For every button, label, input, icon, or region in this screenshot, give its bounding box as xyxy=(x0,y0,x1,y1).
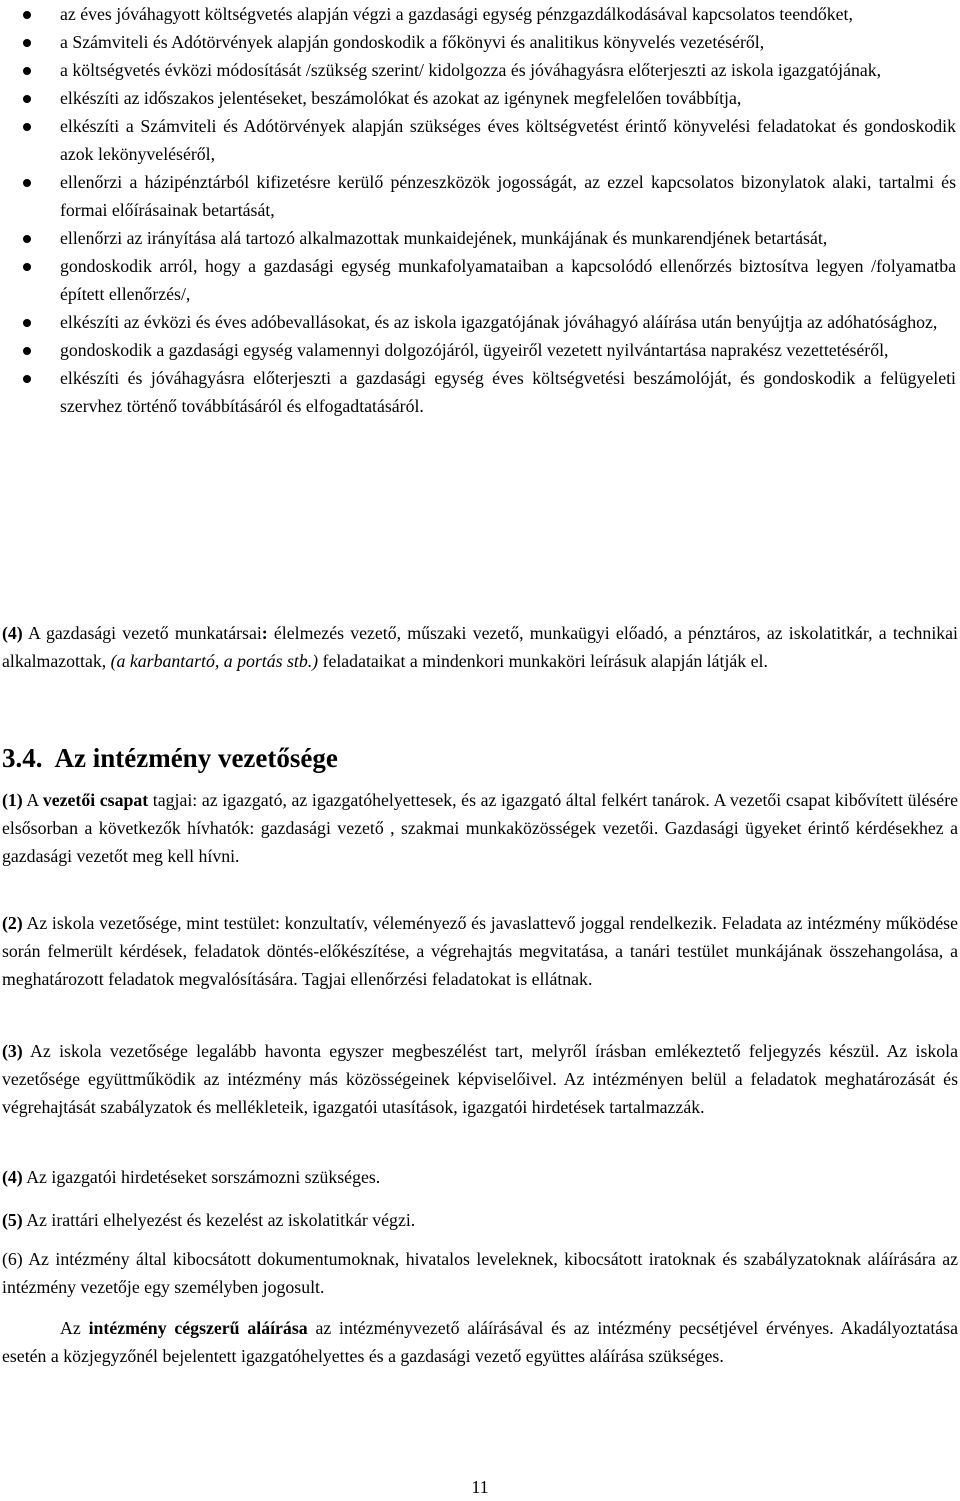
duties-list xyxy=(0,0,960,420)
list-item: elkészíti és jóváhagyásra előterjeszti a gazdasági egység éves költségvetési beszámolóját, és gondoskodik a felügyeleti szervhez történő továbbításáról és elfogadtatásáról. xyxy=(0,364,956,420)
list-item: az éves jóváhagyott költségvetés alapján végzi a gazdasági egység pénzgazdálkodásával kapcsolatos teendőket, xyxy=(0,0,956,28)
bullet-icon xyxy=(23,11,31,19)
bullet-icon xyxy=(23,375,31,383)
bullet-icon xyxy=(23,263,31,271)
list-item: elkészíti a Számviteli és Adótörvények alapján szükséges éves költségvetést érintő könyvelési feladatokat és gondoskodik azok lekönyveléséről, xyxy=(0,112,956,168)
bullet-icon xyxy=(23,123,31,131)
list-item: elkészíti az időszakos jelentéseket, beszámolókat és azokat az igénynek megfelelően továbbítja, xyxy=(0,84,956,112)
list-item: a költségvetés évközi módosítását /szükség szerint/ kidolgozza és jóváhagyásra előterjeszti az iskola igazgatójának, xyxy=(0,56,956,84)
list-item: ellenőrzi az irányítása alá tartozó alkalmazottak munkaidejének, munkájának és munkarendjének betartását, xyxy=(0,224,956,252)
paragraph-4: (4) A gazdasági vezető munkatársai: élelmezés vezető, műszaki vezető, munkaügyi előadó, a pénztáros, az iskolatitkár, a technikai alkalmazottak, (a karbantartó, a portás stb.) feladataikat a mindenkori munkaköri leírásuk alapján látják el. xyxy=(2,623,958,671)
list-item: gondoskodik arról, hogy a gazdasági egység munkafolyamataiban a kapcsolódó ellenőrzés biztosítva legyen /folyamatba épített ellenőrzés/, xyxy=(0,252,956,308)
bullet-icon xyxy=(23,67,31,75)
paragraph-4b: (4) Az igazgatói hirdetéseket sorszámozni szükséges. xyxy=(2,1167,381,1187)
list-item: elkészíti az évközi és éves adóbevallásokat, és az iskola igazgatójának jóváhagyó aláírása után benyújtja az adóhatósághoz, xyxy=(0,308,956,336)
paragraph-signature: Az intézmény cégszerű aláírása az intézményvezető aláírásával és az intézmény pecsétjével érvényes. Akadályoztatása esetén a közjegyzőnél bejelentett igazgatóhelyettes és a gazdasági vezető együttes aláírása szükséges. xyxy=(2,1318,958,1366)
bullet-icon xyxy=(23,319,31,327)
bullet-icon xyxy=(23,179,31,187)
paragraph-5: (5) Az irattári elhelyezést és kezelést az iskolatitkár végzi. xyxy=(2,1210,416,1230)
section-heading: 3.4. Az intézmény vezetősége xyxy=(2,743,338,773)
paragraph-2: (2) Az iskola vezetősége, mint testület: konzultatív, véleményező és javaslattevő joggal rendelkezik. Feladata az intézmény működése során felmerült kérdések, feladatok döntés-előkészítése, a végrehajtás megvitatása, a tanári testület munkájának összehangolása, a meghatározott feladatok megvalósítására. Tagjai ellenőrzési feladatokat is ellátnak. xyxy=(2,913,958,989)
page-number: 11 xyxy=(471,1477,489,1497)
list-item: gondoskodik a gazdasági egység valamennyi dolgozójáról, ügyeiről vezetett nyilvántartása naprakész vezettetéséről, xyxy=(0,336,956,364)
paragraph-3: (3) Az iskola vezetősége legalább havonta egyszer megbeszélést tart, melyről írásban emlékeztető feljegyzés készül. Az iskola vezetősége együttműködik az intézmény más közösségeinek képviselőivel. Az intézményen belül a feladatok meghatározását és végrehajtását szabályzatok és mellékleteik, igazgatói utasítások, igazgatói hirdetések tartalmazzák. xyxy=(2,1041,958,1117)
paragraph-1: (1) A vezetői csapat tagjai: az igazgató, az igazgatóhelyettesek, és az igazgató által felkért tanárok. A vezetői csapat kibővített ülésére elsősorban a következők hívhatók: gazdasági vezető , szakmai munkaközösségek vezetői. Gazdasági ügyeket érintő kérdésekhez a gazdasági vezetőt meg kell hívni. xyxy=(2,790,959,866)
bullet-icon xyxy=(23,95,31,103)
list-item: ellenőrzi a házipénztárból kifizetésre kerülő pénzeszközök jogosságát, az ezzel kapcsolatos bizonylatok alaki, tartalmi és formai előírásainak betartását, xyxy=(0,168,956,224)
paragraph-6: (6) Az intézmény által kibocsátott dokumentumoknak, hivatalos leveleknek, kibocsátott iratoknak és szabályzatoknak aláírására az intézmény vezetője egy személyben jogosult. xyxy=(2,1249,958,1297)
list-item: a Számviteli és Adótörvények alapján gondoskodik a főkönyvi és analitikus könyvelés vezetéséről, xyxy=(0,28,956,56)
bullet-icon xyxy=(23,39,31,47)
bullet-icon xyxy=(23,235,31,243)
bullet-icon xyxy=(23,347,31,355)
